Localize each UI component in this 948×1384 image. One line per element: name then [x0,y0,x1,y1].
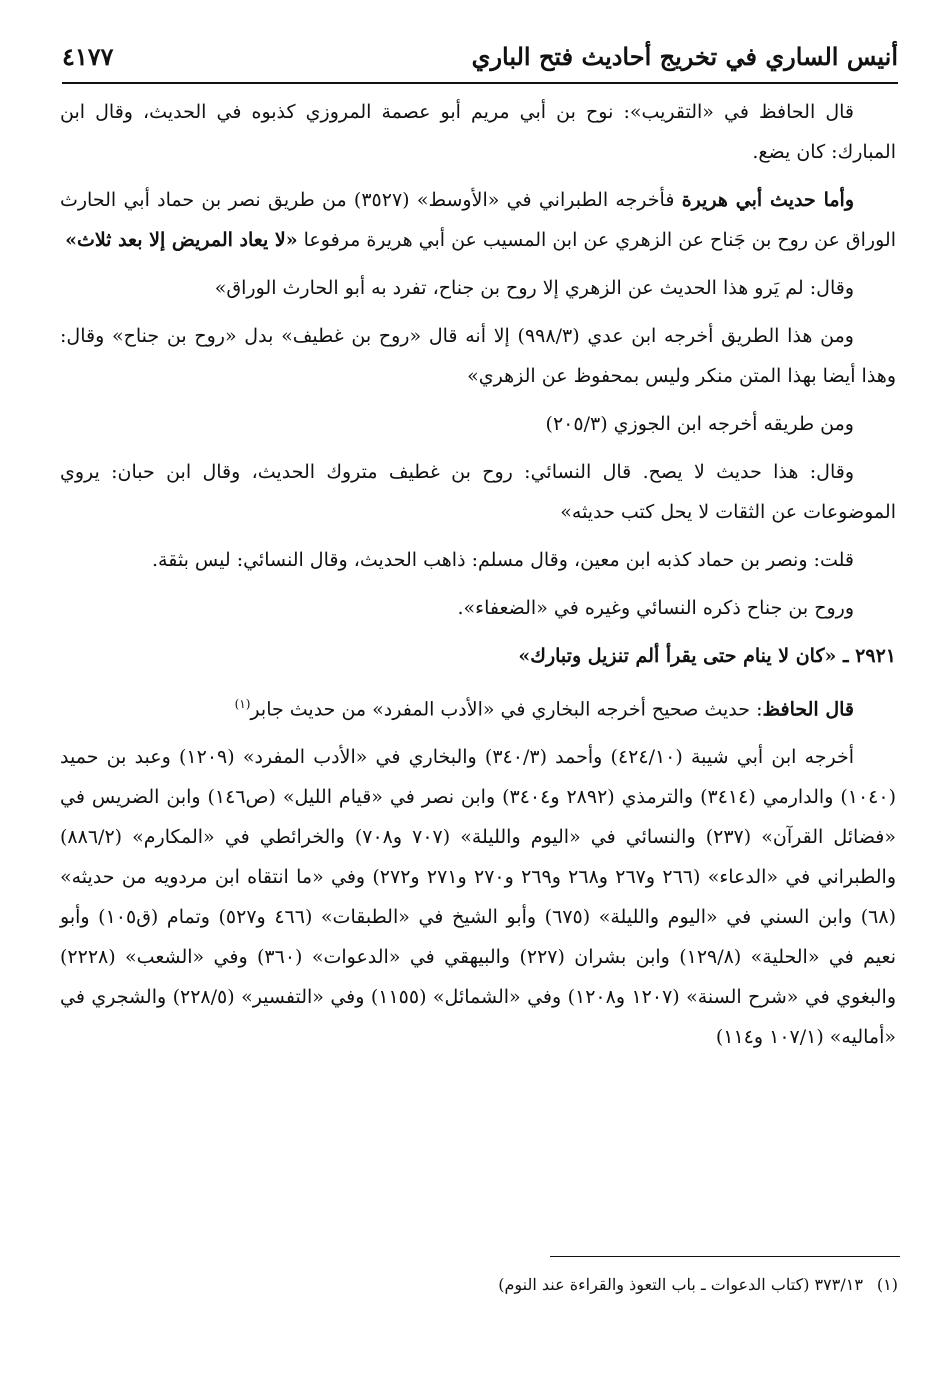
footnote [60,1272,898,1298]
paragraph [60,452,896,532]
footnote-number: (١) [876,1275,898,1294]
text-run: قلت: ونصر بن حماد كذبه ابن معين، وقال مسلم: ذاهب الحديث، وقال النسائي: ليس بثقة. [152,549,854,571]
book-title: أنيس الساري في تخريج أحاديث فتح الباري [471,42,898,71]
paragraph [60,92,896,172]
bold-text: وأما حديث أبي هريرة [681,189,854,211]
page-number: ٤١٧٧ [62,42,114,71]
text-run: ومن هذا الطريق أخرجه ابن عدي (٩٩٨/٣) إلا أنه قال «روح بن غطيف» بدل «روح بن جناح» وقال: وهذا أيضا بهذا المتن منكر وليس بمحفوظ عن الزهري» [60,325,896,387]
paragraph [60,180,896,260]
paragraph [60,268,896,308]
paragraph [60,737,896,1057]
footnote-text: ٣٧٣/١٣ (كتاب الدعوات ـ باب التعوذ والقراءة عند النوم) [498,1275,863,1294]
text-run: وروح بن جناح ذكره النسائي وغيره في «الضعفاء». [457,597,854,619]
text-run: ومن طريقه أخرجه ابن الجوزي (٢٠٥/٣) [545,413,854,435]
paragraph [60,404,896,444]
text-run: قال الحافظ في «التقريب»: نوح بن أبي مريم أبو عصمة المروزي كذبوه في الحديث، وقال ابن المبارك: كان يضع. [60,101,896,163]
bold-text: ٢٩٢١ ـ «كان لا ينام حتى يقرأ ألم تنزيل وتبارك» [518,645,896,667]
text-run: وقال: هذا حديث لا يصح. قال النسائي: روح بن غطيف متروك الحديث، وقال ابن حبان: يروي الموضوعات عن الثقات لا يحل كتب حديثه» [60,461,896,523]
paragraph [60,684,896,729]
body-text [60,92,896,1065]
bold-text: «لا يعاد المريض إلا بعد ثلاث» [65,229,298,251]
footnote-rule [550,1256,900,1257]
text-run: أخرجه ابن أبي شيبة (٤٢٤/١٠) وأحمد (٣٤٠/٣) والبخاري في «الأدب المفرد» (١٢٠٩) وعبد بن حميد (١٠٤٠) والدارمي (٣٤١٤) والترمذي (٢٨٩٢ و٣٤٠٤) وابن نصر في «قيام الليل» (ص١٤٦) وابن الضريس في «فضائل القرآن» (٢٣٧) والنسائي في «اليوم والليلة» (٧٠٧ و٧٠٨) والخرائطي في «المكارم» (٨٨٦/٢) والطبراني في «الدعاء» (٢٦٦ و٢٦٧ و٢٦٨ و٢٦٩ و٢٧٠ و٢٧١ و٢٧٢) وفي «ما انتقاه ابن مردويه من حديثه» (٦٨) وابن السني في «اليوم والليلة» (٦٧٥) وأبو الشيخ في «الطبقات» (٤٦٦ و٥٢٧) وتمام (ق١٠٥) وأبو نعيم في «الحلية» (١٢٩/٨) وابن بشران (٢٢٧) والبيهقي في «الدعوات» (٣٦٠) وفي «الشعب» (٢٢٢٨) والبغوي في «شرح السنة» (١٢٠٧ و١٢٠٨) وفي «الشمائل» (١١٥٥) وفي «التفسير» (٢٢٨/٥) والشجري في «أماليه» (١٠٧/١ و١١٤) [60,746,896,1049]
paragraph [60,588,896,628]
paragraph [60,540,896,580]
footnote-ref: (١) [234,697,251,711]
running-header [62,38,898,78]
paragraph [60,316,896,396]
entry-heading [60,636,896,676]
header-rule [62,82,898,84]
text-run: وقال: لم يَرو هذا الحديث عن الزهري إلا روح بن جناح، تفرد به أبو الحارث الوراق» [214,277,854,299]
text-run: فأخرجه الطبراني في «الأوسط» (٣٥٢٧) من طريق نصر بن حماد أبي الحارث الوراق عن روح بن جَناح عن الزهري عن ابن المسيب عن أبي هريرة مرفوعا [60,189,896,251]
text-run: : حديث صحيح أخرجه البخاري في «الأدب المفرد» من حديث جابر [250,698,763,721]
bold-text: قال الحافظ [762,698,854,721]
